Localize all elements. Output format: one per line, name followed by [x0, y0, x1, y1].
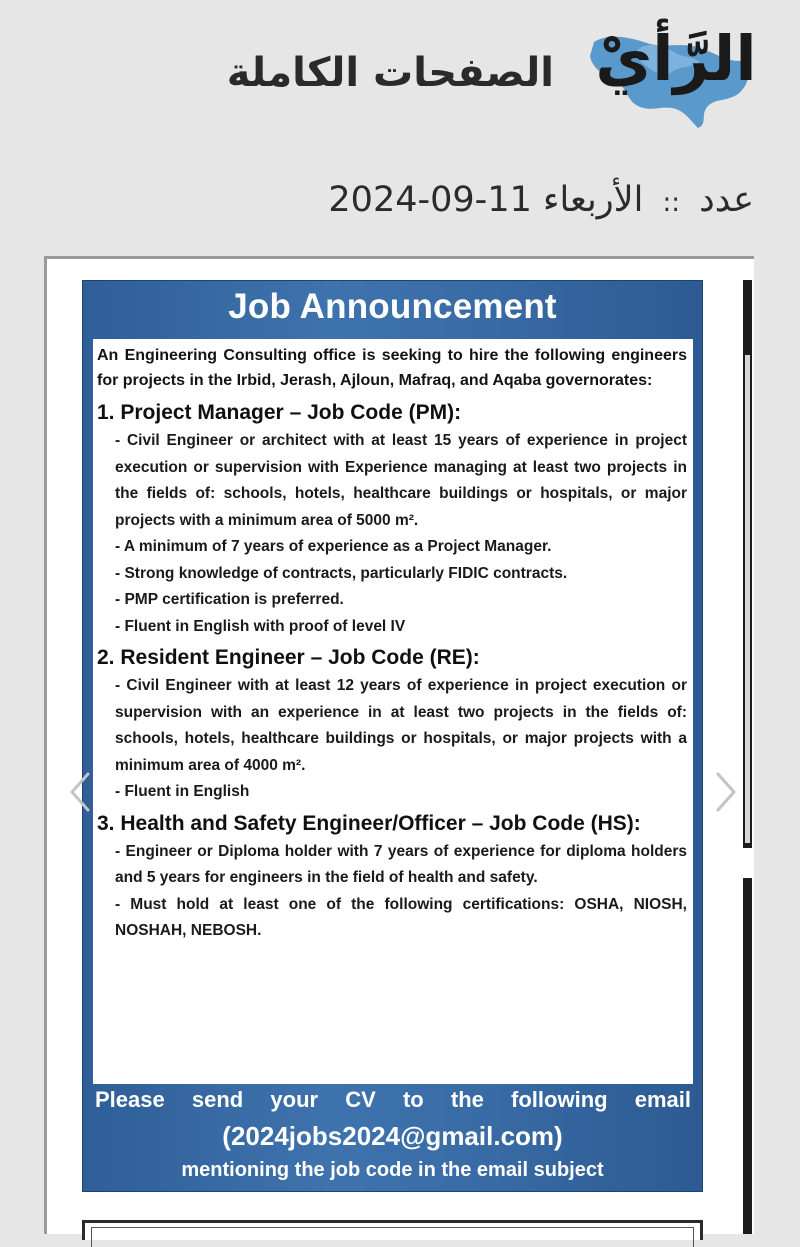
issue-separator: ::: [662, 188, 681, 218]
section-heading-title: 1. Project Manager: [97, 401, 284, 424]
ad-intro: An Engineering Consulting office is seeking to hire the following engineers for projects in the Irbid, Jerash, Ajloun, Mafraq, and Aqaba governorates:: [97, 347, 687, 389]
chevron-left-icon: [66, 770, 94, 814]
ad-contact-email[interactable]: (2024jobs2024@gmail.com): [222, 1121, 563, 1151]
job-announcement-ad: [82, 280, 703, 1192]
section-heading: [97, 397, 687, 428]
alrai-logo[interactable]: [580, 2, 760, 130]
section-heading: [97, 808, 687, 839]
section-heading-code: – Job Code (PM):: [283, 401, 462, 424]
issue-date-line: [328, 180, 754, 220]
section-heading: [97, 642, 687, 673]
list-item: - Engineer or Diploma holder with 7 years of experience for diploma holders and 5 years for engineers in the field of health and safety.: [115, 842, 687, 886]
next-ad-frame: [82, 1220, 703, 1240]
list-item: - Must hold at least one of the following certifications: OSHA, NIOSH, NOSHAH, NEBOSH.: [115, 895, 687, 939]
next-page-edge-inner: [745, 355, 750, 843]
previous-page-button[interactable]: [66, 770, 94, 814]
page-title: الصفحات الكاملة: [226, 50, 554, 96]
logo-text: الرَّأيْ: [595, 22, 757, 95]
section-hs: [97, 808, 687, 945]
section-heading-code: – Job Code (RE):: [304, 646, 480, 669]
list-item: - Fluent in English: [115, 783, 250, 800]
section-heading-code: – Job Code (HS):: [465, 811, 641, 835]
issue-date: 11-09-2024: [328, 180, 532, 220]
chevron-right-icon: [712, 770, 740, 814]
list-item: - A minimum of 7 years of experience as a Project Manager.: [115, 538, 552, 555]
next-page-button[interactable]: [712, 770, 740, 814]
list-item: - Fluent in English with proof of level IV: [115, 617, 406, 635]
section-heading-title: 3. Health and Safety Engineer/Officer: [97, 811, 466, 835]
section-pm: [97, 397, 687, 640]
section-re: [97, 642, 687, 806]
ad-cta-note: mentioning the job code in the email subject: [181, 1159, 604, 1181]
issue-day: الأربعاء: [543, 180, 644, 220]
list-item: - PMP certification is preferred.: [115, 591, 344, 608]
next-page-edge-lower: [743, 878, 752, 1234]
next-ad-inner-frame: [91, 1227, 694, 1247]
list-item: - Strong knowledge of contracts, particularly FIDIC contracts.: [115, 564, 568, 582]
ad-title: Job Announcement: [228, 287, 557, 326]
site-header: [0, 0, 800, 140]
issue-label: عدد: [699, 180, 754, 220]
section-heading-title: 2. Resident Engineer: [97, 646, 305, 669]
ad-body: [93, 339, 693, 1084]
alrai-logo-graphic: [580, 2, 760, 130]
list-item: - Civil Engineer or architect with at least 15 years of experience in project execution or supervision with Experience managing at least two projects in the fields of: schools, hotels, healthcare buildings or hospitals, or major projects with a minimum area of 5000 m².: [115, 432, 687, 529]
list-item: - Civil Engineer with at least 12 years of experience in project execution or supervision with an experience in at least two projects in the fields of: schools, hotels, healthcare buildings or hospitals, or major projects with a minimum area of 4000 m².: [115, 677, 687, 774]
ad-cta-text: Please send your CV to the following email: [95, 1087, 691, 1112]
